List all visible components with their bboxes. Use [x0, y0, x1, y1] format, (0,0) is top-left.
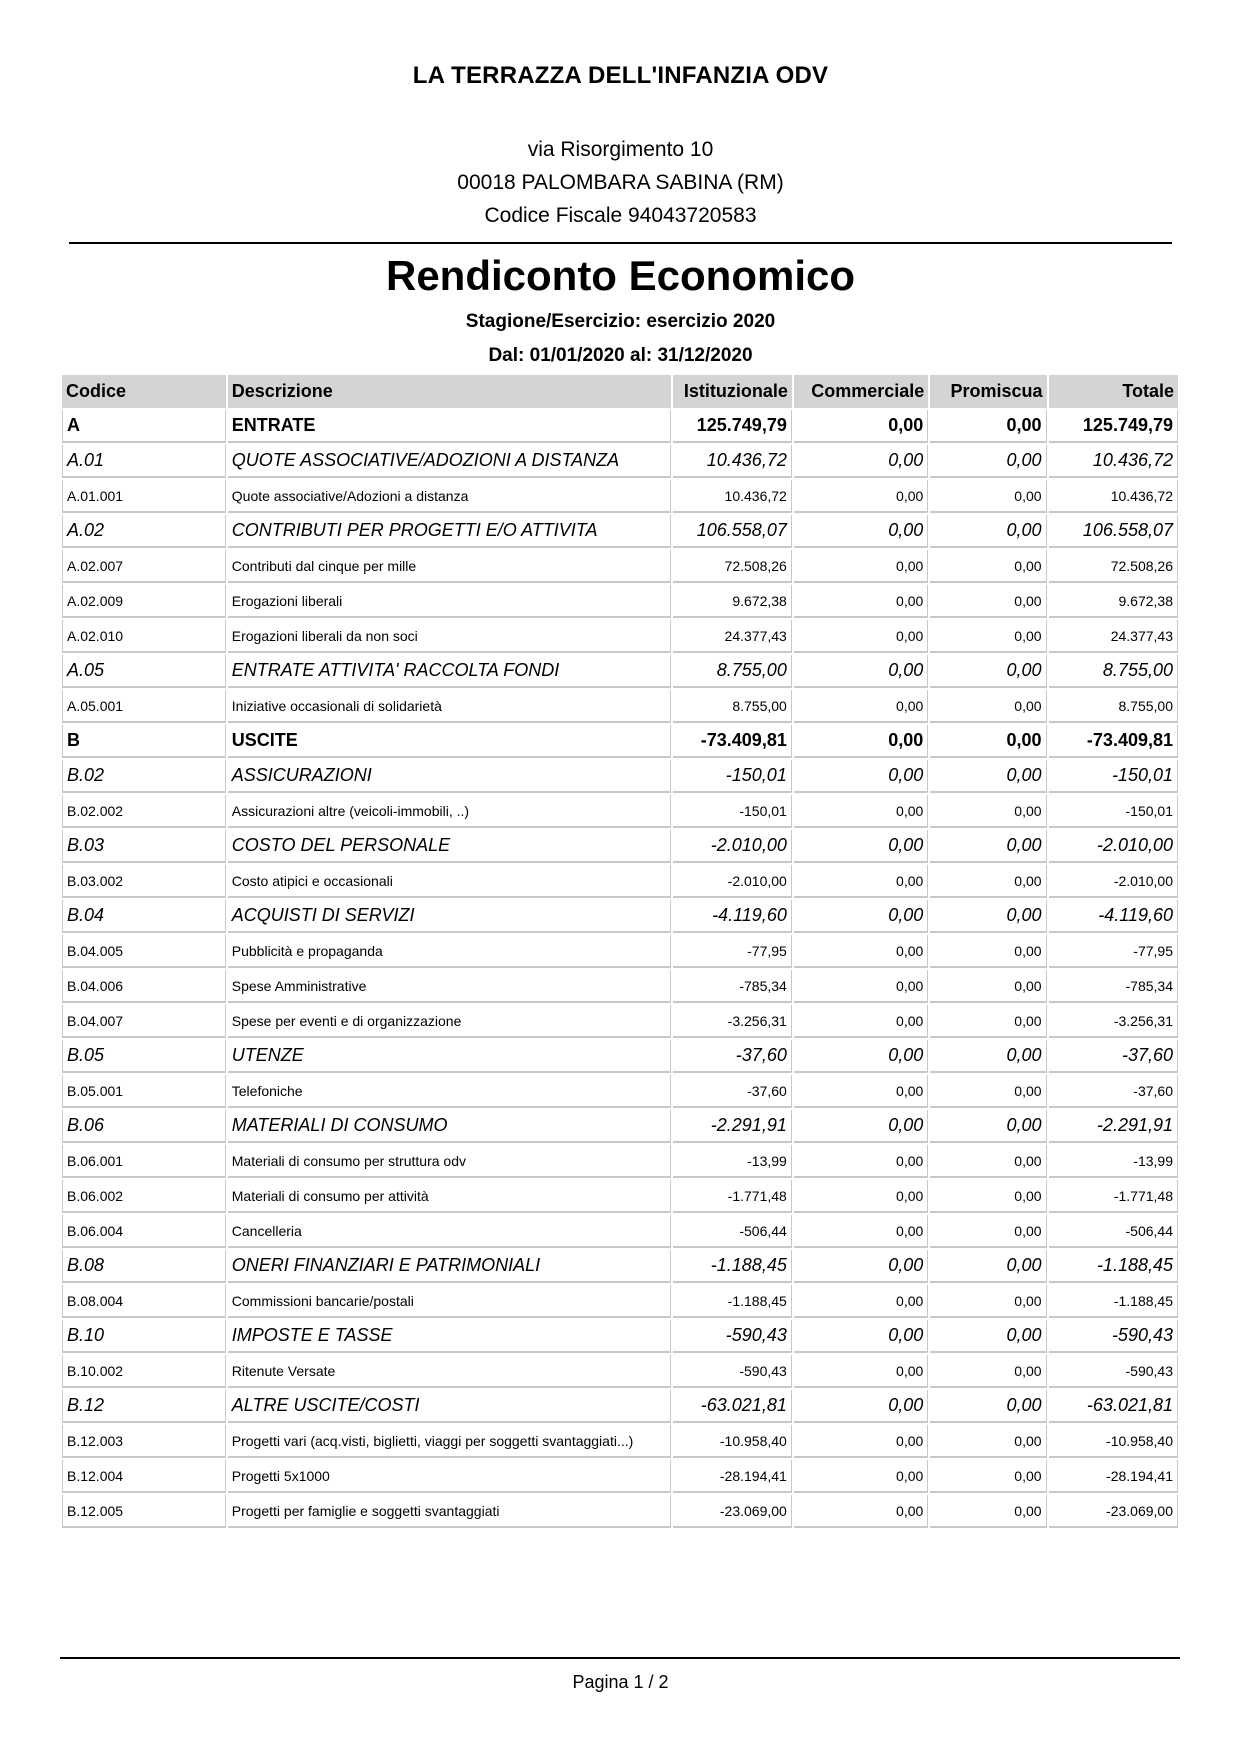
cell-code: A.02.009	[62, 585, 226, 618]
cell-totale: -1.771,48	[1049, 1180, 1178, 1213]
cell-totale: 72.508,26	[1049, 550, 1178, 583]
cell-promiscua: 0,00	[930, 410, 1046, 443]
cell-promiscua: 0,00	[930, 445, 1046, 478]
cell-code: B.03.002	[62, 865, 226, 898]
cell-code: A.01	[62, 445, 226, 478]
cell-code: B.04.005	[62, 935, 226, 968]
cell-totale: -2.291,91	[1049, 1110, 1178, 1143]
cell-totale: -506,44	[1049, 1215, 1178, 1248]
cell-totale: -785,34	[1049, 970, 1178, 1003]
cell-code: A	[62, 410, 226, 443]
cell-commerciale: 0,00	[794, 795, 928, 828]
cell-promiscua: 0,00	[930, 585, 1046, 618]
cell-description: Cancelleria	[228, 1215, 671, 1248]
cell-code: B.12.003	[62, 1425, 226, 1458]
cell-code: B.02	[62, 760, 226, 793]
cell-commerciale: 0,00	[794, 1320, 928, 1353]
cell-istituzionale: -13,99	[673, 1145, 792, 1178]
cell-istituzionale: -150,01	[673, 760, 792, 793]
cell-commerciale: 0,00	[794, 690, 928, 723]
cell-promiscua: 0,00	[930, 620, 1046, 653]
table-row	[62, 1390, 1178, 1423]
cell-istituzionale: -785,34	[673, 970, 792, 1003]
cell-promiscua: 0,00	[930, 865, 1046, 898]
cell-description: USCITE	[228, 725, 671, 758]
cell-code: A.02.007	[62, 550, 226, 583]
cell-code: B.10	[62, 1320, 226, 1353]
table-row	[62, 550, 1178, 583]
table-row	[62, 480, 1178, 513]
cell-code: B.12.005	[62, 1495, 226, 1528]
cell-totale: -1.188,45	[1049, 1285, 1178, 1318]
footer-divider	[60, 1657, 1180, 1659]
report-season: Stagione/Esercizio: esercizio 2020	[465, 311, 776, 332]
cell-totale: -590,43	[1049, 1355, 1178, 1388]
cell-totale: -2.010,00	[1049, 830, 1178, 863]
cell-promiscua: 0,00	[930, 760, 1046, 793]
cell-istituzionale: 8.755,00	[673, 690, 792, 723]
cell-promiscua: 0,00	[930, 1250, 1046, 1283]
cell-commerciale: 0,00	[794, 1495, 928, 1528]
cell-code: B.05	[62, 1040, 226, 1073]
table-row	[62, 760, 1178, 793]
cell-promiscua: 0,00	[930, 1425, 1046, 1458]
cell-istituzionale: -590,43	[673, 1320, 792, 1353]
cell-description: Telefoniche	[228, 1075, 671, 1108]
table-row	[62, 690, 1178, 723]
table-row	[62, 1180, 1178, 1213]
cell-totale: 125.749,79	[1049, 410, 1178, 443]
cell-istituzionale: -63.021,81	[673, 1390, 792, 1423]
column-header-istituzionale: Istituzionale	[673, 375, 792, 408]
cell-code: A.02	[62, 515, 226, 548]
cell-description: Erogazioni liberali	[228, 585, 671, 618]
cell-promiscua: 0,00	[930, 655, 1046, 688]
table-row	[62, 515, 1178, 548]
cell-description: MATERIALI DI CONSUMO	[228, 1110, 671, 1143]
cell-istituzionale: -150,01	[673, 795, 792, 828]
cell-code: B.06.004	[62, 1215, 226, 1248]
table-row	[62, 865, 1178, 898]
table-row	[62, 1460, 1178, 1493]
cell-commerciale: 0,00	[794, 1215, 928, 1248]
cell-commerciale: 0,00	[794, 1075, 928, 1108]
cell-commerciale: 0,00	[794, 970, 928, 1003]
cell-promiscua: 0,00	[930, 830, 1046, 863]
cell-description: ENTRATE ATTIVITA' RACCOLTA FONDI	[228, 655, 671, 688]
cell-totale: 10.436,72	[1049, 445, 1178, 478]
cell-totale: 9.672,38	[1049, 585, 1178, 618]
column-header-commerciale: Commerciale	[794, 375, 928, 408]
cell-istituzionale: -1.188,45	[673, 1285, 792, 1318]
cell-description: Progetti per famiglie e soggetti svantaggiati	[228, 1495, 671, 1528]
page-number: Pagina 1 / 2	[572, 1672, 669, 1692]
cell-istituzionale: -4.119,60	[673, 900, 792, 933]
cell-commerciale: 0,00	[794, 760, 928, 793]
cell-commerciale: 0,00	[794, 515, 928, 548]
cell-totale: 106.558,07	[1049, 515, 1178, 548]
column-header-totale: Totale	[1049, 375, 1178, 408]
column-header-promiscua: Promiscua	[930, 375, 1046, 408]
cell-commerciale: 0,00	[794, 1425, 928, 1458]
cell-commerciale: 0,00	[794, 830, 928, 863]
cell-commerciale: 0,00	[794, 550, 928, 583]
cell-description: Assicurazioni altre (veicoli-immobili, ..)	[228, 795, 671, 828]
header-divider	[69, 242, 1172, 244]
cell-commerciale: 0,00	[794, 480, 928, 513]
cell-promiscua: 0,00	[930, 1355, 1046, 1388]
cell-description: Spese per eventi e di organizzazione	[228, 1005, 671, 1038]
cell-promiscua: 0,00	[930, 1460, 1046, 1493]
cell-description: Iniziative occasionali di solidarietà	[228, 690, 671, 723]
cell-commerciale: 0,00	[794, 935, 928, 968]
cell-promiscua: 0,00	[930, 550, 1046, 583]
cell-code: B.10.002	[62, 1355, 226, 1388]
cell-totale: -13,99	[1049, 1145, 1178, 1178]
address-city: 00018 PALOMBARA SABINA (RM)	[457, 171, 784, 194]
table-row	[62, 1040, 1178, 1073]
table-row	[62, 1145, 1178, 1178]
cell-istituzionale: -77,95	[673, 935, 792, 968]
cell-code: B.04	[62, 900, 226, 933]
cell-totale: 8.755,00	[1049, 655, 1178, 688]
cell-code: B.04.007	[62, 1005, 226, 1038]
cell-commerciale: 0,00	[794, 1460, 928, 1493]
report-title: Rendiconto Economico	[385, 252, 855, 299]
cell-commerciale: 0,00	[794, 1005, 928, 1038]
cell-istituzionale: 24.377,43	[673, 620, 792, 653]
cell-istituzionale: 9.672,38	[673, 585, 792, 618]
cell-totale: -2.010,00	[1049, 865, 1178, 898]
cell-commerciale: 0,00	[794, 1285, 928, 1318]
cell-istituzionale: -37,60	[673, 1075, 792, 1108]
cell-description: Progetti 5x1000	[228, 1460, 671, 1493]
cell-code: A.05	[62, 655, 226, 688]
cell-totale: -150,01	[1049, 760, 1178, 793]
cell-promiscua: 0,00	[930, 1390, 1046, 1423]
table-row	[62, 1110, 1178, 1143]
cell-totale: -4.119,60	[1049, 900, 1178, 933]
cell-description: Quote associative/Adozioni a distanza	[228, 480, 671, 513]
cell-totale: 24.377,43	[1049, 620, 1178, 653]
cell-commerciale: 0,00	[794, 410, 928, 443]
cell-description: IMPOSTE E TASSE	[228, 1320, 671, 1353]
table-row	[62, 1005, 1178, 1038]
cell-istituzionale: -2.291,91	[673, 1110, 792, 1143]
cell-commerciale: 0,00	[794, 865, 928, 898]
cell-istituzionale: -506,44	[673, 1215, 792, 1248]
cell-promiscua: 0,00	[930, 480, 1046, 513]
cell-code: A.05.001	[62, 690, 226, 723]
table-row	[62, 1285, 1178, 1318]
cell-promiscua: 0,00	[930, 900, 1046, 933]
cell-description: ALTRE USCITE/COSTI	[228, 1390, 671, 1423]
table-row	[62, 1355, 1178, 1388]
cell-istituzionale: -2.010,00	[673, 830, 792, 863]
cell-promiscua: 0,00	[930, 1075, 1046, 1108]
cell-promiscua: 0,00	[930, 1215, 1046, 1248]
cell-istituzionale: 8.755,00	[673, 655, 792, 688]
table-row	[62, 445, 1178, 478]
cell-commerciale: 0,00	[794, 1355, 928, 1388]
cell-description: Materiali di consumo per attività	[228, 1180, 671, 1213]
cell-code: A.02.010	[62, 620, 226, 653]
cell-totale: -1.188,45	[1049, 1250, 1178, 1283]
cell-istituzionale: 125.749,79	[673, 410, 792, 443]
table-row	[62, 620, 1178, 653]
cell-commerciale: 0,00	[794, 1180, 928, 1213]
cell-description: Spese Amministrative	[228, 970, 671, 1003]
table-row	[62, 1075, 1178, 1108]
cell-description: Erogazioni liberali da non soci	[228, 620, 671, 653]
cell-code: B.03	[62, 830, 226, 863]
cell-promiscua: 0,00	[930, 690, 1046, 723]
cell-totale: -73.409,81	[1049, 725, 1178, 758]
cell-code: B.02.002	[62, 795, 226, 828]
table-row	[62, 970, 1178, 1003]
cell-description: Commissioni bancarie/postali	[228, 1285, 671, 1318]
cell-description: COSTO DEL PERSONALE	[228, 830, 671, 863]
cell-totale: -37,60	[1049, 1040, 1178, 1073]
cell-totale: 10.436,72	[1049, 480, 1178, 513]
cell-code: A.01.001	[62, 480, 226, 513]
tax-code: Codice Fiscale 94043720583	[484, 204, 757, 227]
cell-promiscua: 0,00	[930, 970, 1046, 1003]
cell-description: Progetti vari (acq.visti, biglietti, viaggi per soggetti svantaggiati...)	[228, 1425, 671, 1458]
cell-description: Pubblicità e propaganda	[228, 935, 671, 968]
cell-promiscua: 0,00	[930, 515, 1046, 548]
cell-promiscua: 0,00	[930, 935, 1046, 968]
cell-istituzionale: -37,60	[673, 1040, 792, 1073]
table-row	[62, 1250, 1178, 1283]
table-header-row	[62, 375, 1178, 408]
cell-promiscua: 0,00	[930, 1145, 1046, 1178]
cell-promiscua: 0,00	[930, 1005, 1046, 1038]
cell-promiscua: 0,00	[930, 1040, 1046, 1073]
cell-istituzionale: -10.958,40	[673, 1425, 792, 1458]
cell-commerciale: 0,00	[794, 1145, 928, 1178]
cell-description: ENTRATE	[228, 410, 671, 443]
cell-istituzionale: -590,43	[673, 1355, 792, 1388]
financial-statement-table	[60, 373, 1180, 1530]
cell-promiscua: 0,00	[930, 1180, 1046, 1213]
cell-totale: -10.958,40	[1049, 1425, 1178, 1458]
table-row	[62, 1320, 1178, 1353]
table-row	[62, 410, 1178, 443]
cell-istituzionale: -1.771,48	[673, 1180, 792, 1213]
cell-description: UTENZE	[228, 1040, 671, 1073]
cell-code: B.06	[62, 1110, 226, 1143]
cell-promiscua: 0,00	[930, 1110, 1046, 1143]
cell-istituzionale: 72.508,26	[673, 550, 792, 583]
cell-code: B.08.004	[62, 1285, 226, 1318]
cell-code: B.08	[62, 1250, 226, 1283]
table-row	[62, 585, 1178, 618]
table-row	[62, 1425, 1178, 1458]
cell-description: CONTRIBUTI PER PROGETTI E/O ATTIVITA	[228, 515, 671, 548]
cell-promiscua: 0,00	[930, 1495, 1046, 1528]
cell-commerciale: 0,00	[794, 900, 928, 933]
report-period: Dal: 01/01/2020 al: 31/12/2020	[488, 345, 753, 366]
cell-commerciale: 0,00	[794, 445, 928, 478]
cell-promiscua: 0,00	[930, 725, 1046, 758]
table-row	[62, 830, 1178, 863]
cell-promiscua: 0,00	[930, 795, 1046, 828]
cell-commerciale: 0,00	[794, 725, 928, 758]
cell-description: QUOTE ASSOCIATIVE/ADOZIONI A DISTANZA	[228, 445, 671, 478]
cell-totale: -150,01	[1049, 795, 1178, 828]
cell-istituzionale: -3.256,31	[673, 1005, 792, 1038]
cell-description: Ritenute Versate	[228, 1355, 671, 1388]
cell-promiscua: 0,00	[930, 1320, 1046, 1353]
cell-description: ONERI FINANZIARI E PATRIMONIALI	[228, 1250, 671, 1283]
cell-commerciale: 0,00	[794, 620, 928, 653]
cell-code: B.06.001	[62, 1145, 226, 1178]
cell-istituzionale: 10.436,72	[673, 445, 792, 478]
cell-totale: -63.021,81	[1049, 1390, 1178, 1423]
cell-totale: 8.755,00	[1049, 690, 1178, 723]
cell-totale: -590,43	[1049, 1320, 1178, 1353]
cell-commerciale: 0,00	[794, 655, 928, 688]
cell-commerciale: 0,00	[794, 1250, 928, 1283]
cell-totale: -37,60	[1049, 1075, 1178, 1108]
column-header-code: Codice	[62, 375, 226, 408]
cell-totale: -3.256,31	[1049, 1005, 1178, 1038]
cell-description: Contributi dal cinque per mille	[228, 550, 671, 583]
cell-totale: -28.194,41	[1049, 1460, 1178, 1493]
cell-istituzionale: -2.010,00	[673, 865, 792, 898]
cell-code: B.06.002	[62, 1180, 226, 1213]
cell-description: Costo atipici e occasionali	[228, 865, 671, 898]
cell-code: B.05.001	[62, 1075, 226, 1108]
column-header-description: Descrizione	[228, 375, 671, 408]
cell-code: B.12	[62, 1390, 226, 1423]
cell-totale: -23.069,00	[1049, 1495, 1178, 1528]
table-row	[62, 795, 1178, 828]
cell-promiscua: 0,00	[930, 1285, 1046, 1318]
table-row	[62, 1495, 1178, 1528]
cell-istituzionale: 10.436,72	[673, 480, 792, 513]
address-street: via Risorgimento 10	[527, 138, 714, 161]
cell-istituzionale: -73.409,81	[673, 725, 792, 758]
cell-istituzionale: -28.194,41	[673, 1460, 792, 1493]
cell-description: Materiali di consumo per struttura odv	[228, 1145, 671, 1178]
cell-istituzionale: -1.188,45	[673, 1250, 792, 1283]
cell-istituzionale: 106.558,07	[673, 515, 792, 548]
cell-commerciale: 0,00	[794, 1390, 928, 1423]
table-row	[62, 1215, 1178, 1248]
table-row	[62, 725, 1178, 758]
table-row	[62, 655, 1178, 688]
cell-commerciale: 0,00	[794, 1110, 928, 1143]
cell-commerciale: 0,00	[794, 585, 928, 618]
cell-code: B	[62, 725, 226, 758]
cell-code: B.12.004	[62, 1460, 226, 1493]
cell-totale: -77,95	[1049, 935, 1178, 968]
cell-description: ASSICURAZIONI	[228, 760, 671, 793]
organization-name: LA TERRAZZA DELL'INFANZIA ODV	[412, 62, 829, 89]
cell-description: ACQUISTI DI SERVIZI	[228, 900, 671, 933]
cell-code: B.04.006	[62, 970, 226, 1003]
cell-istituzionale: -23.069,00	[673, 1495, 792, 1528]
table-row	[62, 935, 1178, 968]
cell-commerciale: 0,00	[794, 1040, 928, 1073]
table-body	[62, 410, 1178, 1528]
table-row	[62, 900, 1178, 933]
